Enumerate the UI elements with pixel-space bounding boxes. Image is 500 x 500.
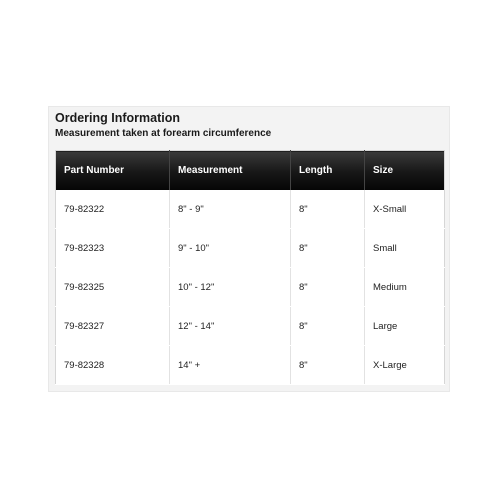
cell-length: 8": [291, 190, 365, 229]
ordering-table: [55, 150, 445, 385]
table-row: [56, 229, 445, 268]
cell-size: Small: [365, 229, 445, 268]
cell-measurement: 14" +: [170, 346, 291, 385]
page-title: Ordering Information: [55, 111, 180, 125]
table-row: [56, 190, 445, 229]
column-header-length: Length: [291, 151, 365, 191]
cell-part-number: 79-82323: [56, 229, 170, 268]
cell-part-number: 79-82322: [56, 190, 170, 229]
cell-size: Large: [365, 307, 445, 346]
cell-measurement: 8" - 9": [170, 190, 291, 229]
cell-part-number: 79-82327: [56, 307, 170, 346]
cell-measurement: 9" - 10": [170, 229, 291, 268]
table-row: [56, 307, 445, 346]
cell-measurement: 12" - 14": [170, 307, 291, 346]
cell-size: X-Large: [365, 346, 445, 385]
column-header-measurement: Measurement: [170, 151, 291, 191]
table-row: [56, 268, 445, 307]
cell-size: X-Small: [365, 190, 445, 229]
cell-part-number: 79-82328: [56, 346, 170, 385]
column-header-size: Size: [365, 151, 445, 191]
table-header-row: [56, 151, 445, 191]
page-subtitle: Measurement taken at forearm circumference: [55, 128, 272, 139]
cell-length: 8": [291, 229, 365, 268]
cell-length: 8": [291, 268, 365, 307]
cell-part-number: 79-82325: [56, 268, 170, 307]
cell-measurement: 10" - 12": [170, 268, 291, 307]
cell-size: Medium: [365, 268, 445, 307]
cell-length: 8": [291, 307, 365, 346]
column-header-part-number: Part Number: [56, 151, 170, 191]
table-row: [56, 346, 445, 385]
cell-length: 8": [291, 346, 365, 385]
